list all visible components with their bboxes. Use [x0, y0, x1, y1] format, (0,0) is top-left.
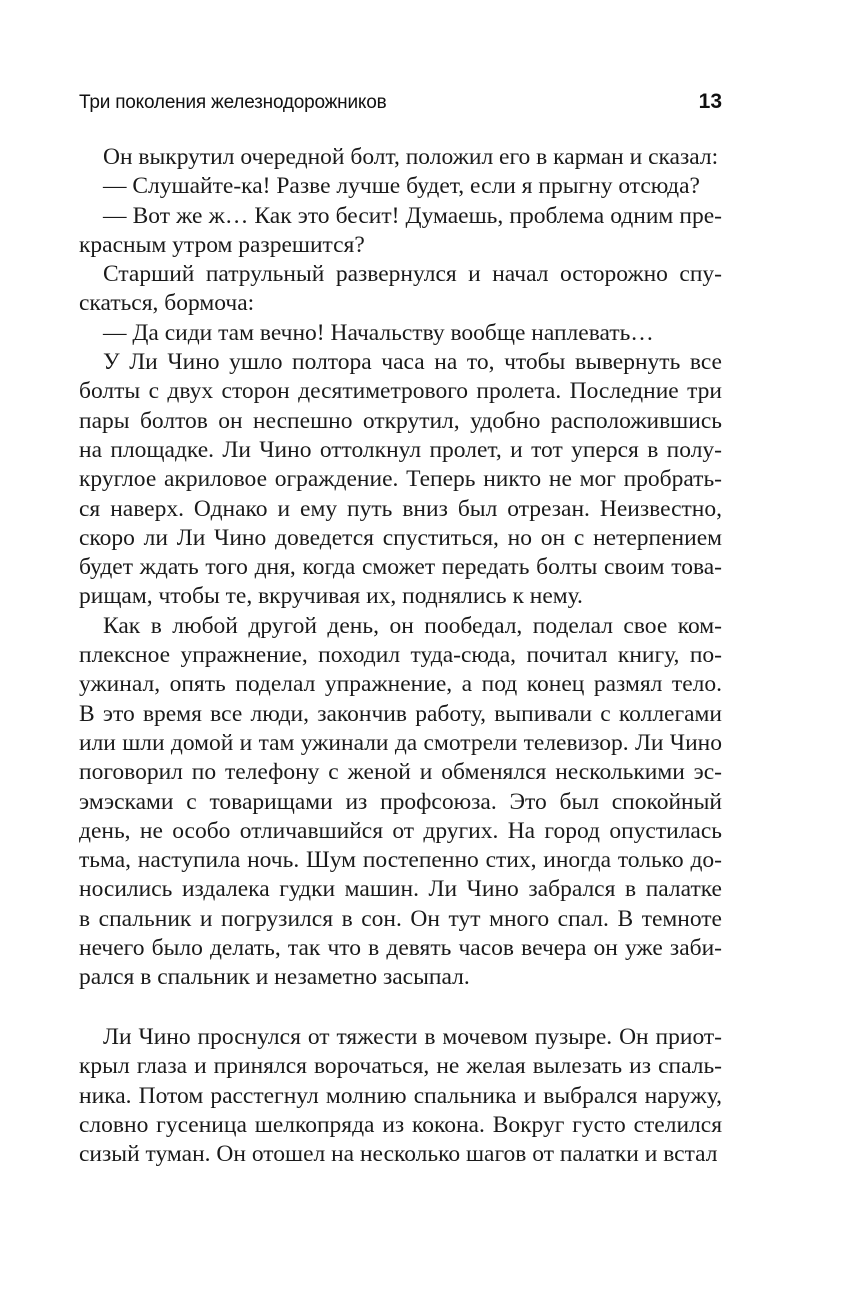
- text-line: скаться, бормоча:: [79, 290, 255, 317]
- text-line: В это время все люди, закончив работу, выпивали с коллегами: [79, 700, 722, 727]
- text-line: рищам, чтобы те, вкручивая их, поднялись к нему.: [79, 583, 583, 610]
- text-line: — Да сиди там вечно! Начальству вообще наплевать…: [103, 319, 654, 346]
- text-line: Он выкрутил очередной болт, положил его в карман и сказал:: [103, 144, 719, 170]
- body-text-section-2: [79, 1023, 722, 1169]
- text-line: носились издалека гудки машин. Ли Чино забрался в палатке: [79, 876, 722, 903]
- text-line: Ли Чино проснулся от тяжести в мочевом пузыре. Он приот-: [103, 1024, 722, 1050]
- text-line: крыл глаза и принялся ворочаться, не желая вылезать из спаль-: [79, 1053, 722, 1080]
- paragraph: [79, 319, 722, 348]
- text-line: сизый туман. Он отошел на несколько шагов от палатки и встал: [79, 1141, 718, 1168]
- text-line: круглое акриловое ограждение. Теперь никто не мог пробрать-: [79, 466, 722, 493]
- text-line: красным утром разрешится?: [79, 231, 365, 258]
- text-line: день, не особо отличавшийся от других. На город опустилась: [79, 817, 722, 844]
- text-line: Как в любой другой день, он пообедал, поделал свое ком-: [103, 612, 722, 639]
- paragraph: [79, 202, 722, 261]
- text-line: скоро ли Ли Чино доведется спуститься, но он с нетерпением: [79, 524, 722, 551]
- paragraph: [79, 612, 722, 993]
- paragraph: [79, 143, 722, 172]
- body-text-section-1: [79, 143, 722, 993]
- text-line: нечего было делать, так что в девять часов вечера он уже заби-: [79, 935, 722, 962]
- paragraph: [79, 260, 722, 319]
- text-line: в спальник и погрузился в сон. Он тут много спал. В темноте: [79, 905, 722, 932]
- text-line: У Ли Чино ушло полтора часа на то, чтобы вывернуть все: [103, 349, 722, 376]
- text-line: — Слушайте-ка! Разве лучше будет, если я прыгну отсюда?: [103, 173, 700, 200]
- text-line: рался в спальник и незаметно засыпал.: [79, 964, 470, 991]
- text-line: будет ждать того дня, когда сможет передать болты своим това-: [79, 554, 722, 581]
- text-line: эмэсками с товарищами из профсоюза. Это был спокойный: [79, 788, 722, 815]
- paragraph: [79, 172, 722, 201]
- text-line: болты с двух сторон десятиметрового пролета. Последние три: [79, 378, 722, 405]
- text-line: тьма, наступила ночь. Шум постепенно стих, иногда только до-: [79, 847, 722, 874]
- paragraph: [79, 1023, 722, 1169]
- page-number: 13: [698, 90, 722, 113]
- text-line: плексное упражнение, походил туда-сюда, почитал книгу, по-: [79, 642, 722, 669]
- text-line: или шли домой и там ужинали да смотрели телевизор. Ли Чино: [79, 729, 722, 756]
- text-line: ника. Потом расстегнул молнию спальника и выбрался наружу,: [79, 1082, 722, 1109]
- running-header: [79, 90, 722, 120]
- text-line: Старший патрульный развернулся и начал осторожно спу-: [103, 261, 722, 288]
- text-line: на площадке. Ли Чино оттолкнул пролет, и тот уперся в полу-: [79, 436, 722, 463]
- text-line: ся наверх. Однако и ему путь вниз был отрезан. Неизвестно,: [79, 495, 722, 522]
- text-line: пары болтов он неспешно открутил, удобно расположившись: [79, 407, 722, 434]
- text-line: словно гусеница шелкопряда из кокона. Вокруг густо стелился: [79, 1111, 722, 1138]
- book-title: Три поколения железнодорожников: [79, 92, 387, 113]
- text-line: поговорил по телефону с женой и обменялся несколькими эс-: [79, 759, 722, 786]
- text-line: ужинал, опять поделал упражнение, а под конец размял тело.: [79, 671, 722, 698]
- paragraph: [79, 348, 722, 612]
- text-line: — Вот же ж… Как это бесит! Думаешь, проблема одним пре-: [103, 202, 722, 229]
